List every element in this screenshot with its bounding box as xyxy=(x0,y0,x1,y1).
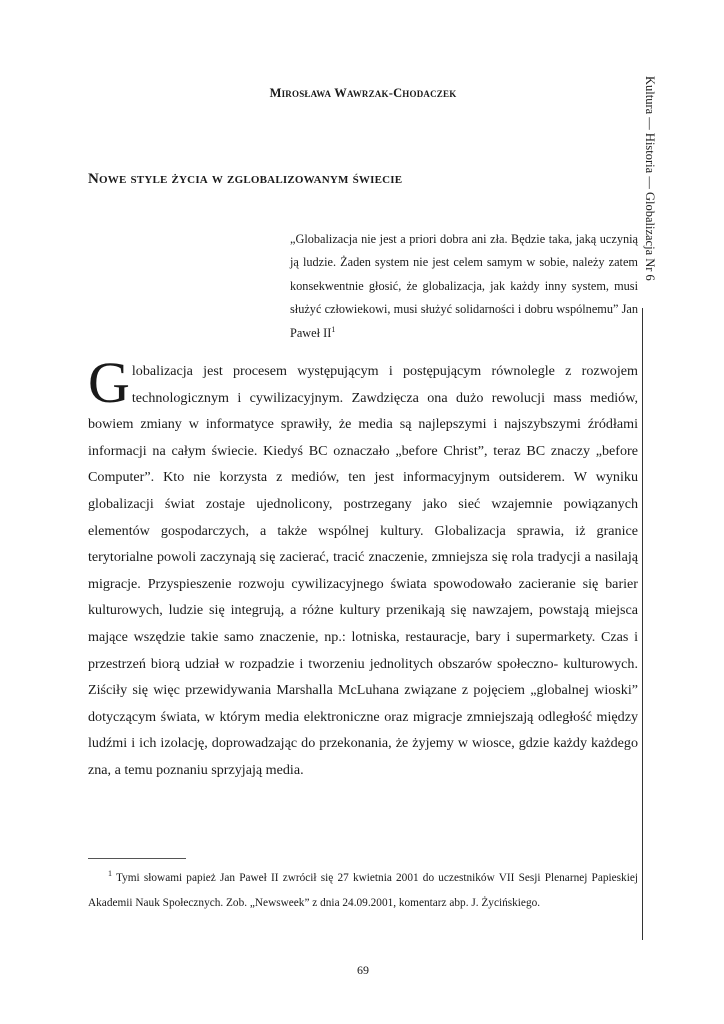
body-paragraph xyxy=(88,350,638,784)
author-name: Mirosława Wawrzak-Chodaczek xyxy=(269,86,457,100)
footnote-reference[interactable]: 1 xyxy=(331,324,336,334)
footnote-text: Tymi słowami papież Jan Paweł II zwrócił się 27 kwietnia 2001 do uczestników VII Sesji Plenarnej Papieskiej Akademii Nauk Społecznych. Zob. „Newsweek” z dnia 24.09.2001, komentarz abp. J. Życińskiego. xyxy=(88,872,638,909)
page-number: 69 xyxy=(357,963,369,977)
footnote-marker: 1 xyxy=(108,869,112,878)
body-text: lobalizacja jest procesem występującym i postępującym równolegle z rozwojem technologicznym i cywilizacyjnym. Zawdzięcza ona dużo rewolucji mass mediów, bowiem zmiany w informatyce sprawiły, że media są najlepszymi i najszybszymi źródłami informacji na całym świecie. Kiedyś BC oznaczało „before Christ”, teraz BC znaczy „before Computer”. Kto nie korzysta z mediów, ten jest informacyjnym outsiderem. W wyniku globalizacji świat zostaje ujednolicony, postrzegany jako sieć wzajemnie powiązanych elementów gospodarczych, a także wspólnej kultury. Globalizacja sprawia, iż granice terytorialne powoli zaczynają się zacierać, tracić znaczenie, zmniejsza się rola tradycji a nasilają migracje. Przyspieszenie rozwoju cywilizacyjnego świata spowodowało zacieranie się barier kulturowych, ludzie się integrują, a różne kultury przenikają się nawzajem, powstają miejsca mające wszędzie takie samo znaczenie, np.: lotniska, restauracje, bary i supermarkety. Czas i przestrzeń biorą udział w rozpadzie i tworzeniu jednolitych obszarów społeczno- kulturowych. Ziściły się więc przewidywania Marshalla McLuhana związane z pojęciem „globalnej wioski” dotyczącym świata, w którym media elektroniczne oraz migracje zmniejszają odległość między ludźmi i ich izolację, doprowadzając do przekonania, że żyjemy w wiosce, gdzie każdy każdego zna, a temu poznaniu sprzyjają media. xyxy=(88,363,638,778)
epigraph-text: „Globalizacja nie jest a priori dobra ani zła. Będzie taka, jaką uczynią ją ludzie. Żaden system nie jest celem samym w sobie, należy zatem konsekwentnie głosić, że globalizacja, jak każdy inny system, musi służyć człowiekowi, musi służyć solidarności i dobru wspólnemu” Jan Paweł II xyxy=(290,232,638,340)
running-header-vertical: Kultura — Historia — Globalizacja Nr 6 xyxy=(643,76,657,281)
footnote xyxy=(88,866,638,915)
epigraph xyxy=(290,228,638,345)
drop-cap: G xyxy=(88,350,130,415)
article-title: Nowe style życia w zglobalizowanym świecie xyxy=(88,171,403,187)
side-rule-divider xyxy=(642,308,643,940)
footnote-separator xyxy=(88,858,186,859)
